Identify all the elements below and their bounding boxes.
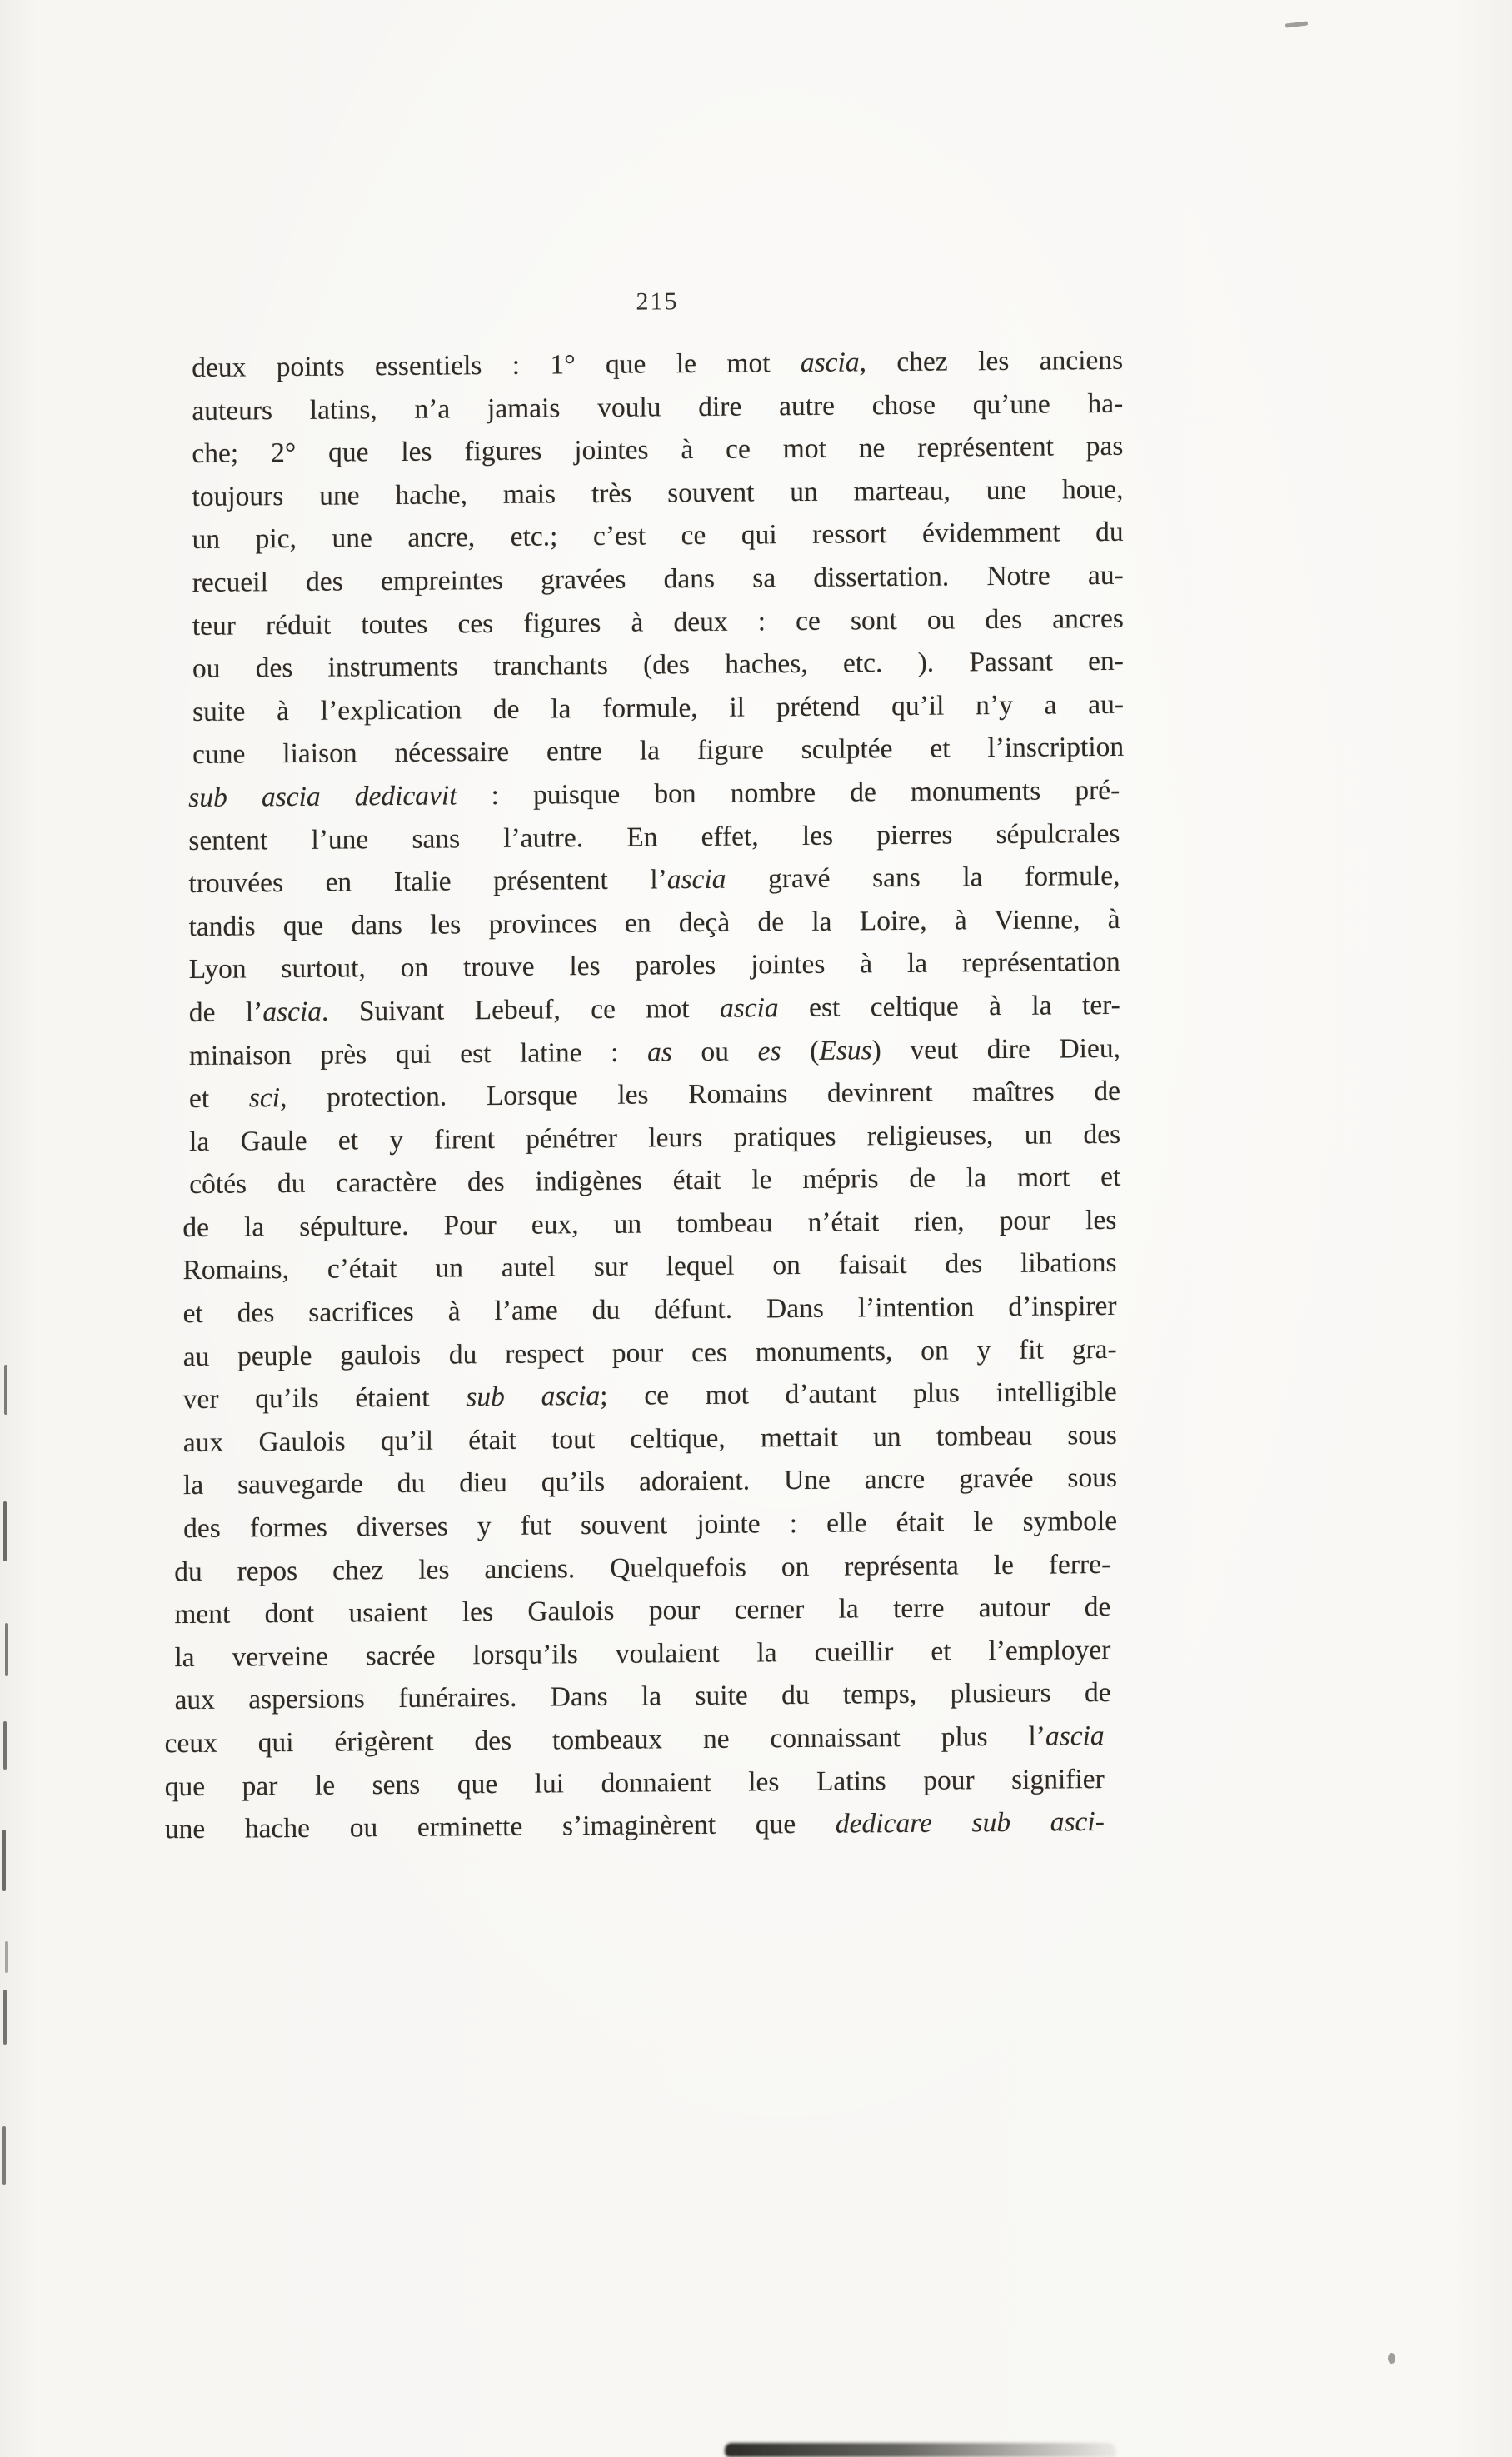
text-segment: ( [781,1035,820,1066]
text-segment: et des sacrifices à l’ame du défunt. Dans l’intention d’inspirer [182,1290,1117,1330]
text-segment: au peuple gaulois du respect pour ces monuments, on y fit gra- [182,1333,1117,1372]
text-segment-italic: ascia [719,992,779,1024]
text-segment: de la sépulture. Pour eux, un tombeau n’était rien, pour les [182,1204,1117,1243]
text-line [192,683,1124,734]
scan-mark-left-6 [5,1941,8,1973]
text-line [189,1026,1120,1077]
text-line [192,382,1123,432]
text-segment: : puisque bon nombre de monuments pré- [457,774,1120,812]
text-segment: ) veut dire Dieu, [871,1032,1120,1066]
text-segment-italic: as [647,1036,672,1068]
text-line [182,1241,1116,1292]
text-line [182,1199,1116,1250]
text-segment: sentent l’une sans l’autre. En effet, les pierres sépulcrales [188,817,1120,856]
scan-mark-left-2 [3,1501,7,1561]
text-segment: toujours une hache, mais très souvent un marteau, une houe, [192,473,1124,512]
text-segment: , protection. Lorsque les Romains devinrent maîtres de [280,1075,1121,1114]
text-line [183,1328,1117,1379]
text-segment: que par le sens que lui donnaient les Latins pour signifier [164,1763,1105,1802]
text-segment: ou des instruments tranchants (des haches, etc. ). Passant en- [192,645,1124,685]
text-line [165,1758,1105,1809]
scan-mark-bottom-right [1388,2353,1395,2364]
text-line [192,726,1124,777]
text-line [188,855,1120,906]
scan-mark-left-7 [3,1990,7,2045]
text-line [192,640,1124,691]
text-segment: de l’ [188,996,263,1028]
text-segment: trouvées en Italie présentent l’ [188,864,667,900]
text-line [192,511,1124,562]
text-line [189,1156,1120,1206]
text-segment: deux points essentiels : 1° que le mot [192,347,801,383]
text-segment: aux Gaulois qu’il était tout celtique, mettait un tombeau sous [182,1419,1117,1458]
text-segment-italic: ascia [666,863,726,896]
text-line [189,1113,1120,1164]
text-segment: Romains, c’était un autel sur lequel on faisait des libations [182,1247,1117,1286]
text-segment: ou [671,1035,758,1067]
text-segment: teur réduit toutes ces figures à deux : ce sont ou des ancres [192,602,1124,642]
page-text [164,339,1126,1851]
text-segment: ; ce mot d’autant plus intelligible [600,1376,1117,1412]
text-line [174,1543,1110,1594]
scan-mark-left-8 [2,2126,6,2185]
text-line [174,1629,1110,1680]
scan-mark-left-3 [5,1623,8,1676]
text-segment-italic: ascia, [800,347,867,379]
text-line [165,1800,1105,1851]
text-line [188,769,1120,820]
text-segment: recueil des empreintes gravées dans sa dissertation. Notre au- [192,559,1124,598]
text-line [189,984,1120,1035]
text-segment: est celtique à la ter- [778,989,1120,1024]
text-segment: la Gaule et y firent pénétrer leurs pratiques religieuses, un des [189,1118,1121,1157]
text-segment: des formes diverses y fut souvent jointe : elle était le symbole [183,1505,1118,1545]
text-line [183,1285,1117,1336]
text-line [183,1456,1117,1507]
text-segment: et [188,1082,249,1115]
text-line [165,1715,1105,1765]
text-segment: aux aspersions funéraires. Dans la suite du temps, plusieurs de [174,1677,1111,1716]
text-segment: une hache ou erminette s’imaginèrent que [164,1808,836,1845]
text-segment: la sauvegarde du dieu qu’ils adoraient. Une ancre gravée sous [182,1462,1118,1501]
text-segment: tandis que dans les provinces en deçà de la Loire, à Vienne, à [188,903,1120,942]
text-segment-italic: sci [248,1082,281,1114]
page-body [164,284,1126,1851]
text-segment-italic: ascia [1045,1720,1105,1752]
text-segment: la verveine sacrée lorsqu’ils voulaient la cueillir et l’employer [174,1634,1111,1673]
text-segment: cune liaison nécessaire entre la figure sculptée et l’inscription [192,732,1125,771]
text-segment: côtés du caractère des indigènes était le mépris de la mort et [189,1161,1121,1201]
text-segment: gravé sans la formule, [726,860,1120,895]
text-line [183,1500,1117,1551]
text-segment: Lyon surtout, on trouve les paroles jointes à la représentation [188,946,1120,986]
text-segment: che; 2° que les figures jointes à ce mot ne représentent pas [192,431,1124,470]
text-segment: ceux qui érigèrent des tombeaux ne connaissant plus l’ [164,1720,1045,1760]
text-segment: chez les anciens [866,344,1124,378]
text-segment-italic: ascia [262,996,322,1028]
text-line [189,941,1120,991]
scan-mark-top-right [1285,21,1308,27]
scan-mark-left-5 [2,1830,6,1891]
text-line [192,554,1124,605]
text-line [174,1671,1110,1722]
text-segment: ver qu’ils étaient [182,1381,467,1416]
text-line [183,1414,1117,1465]
text-line [192,339,1123,390]
text-line [174,1586,1110,1636]
scan-mark-left-1 [4,1365,7,1415]
text-segment: suite à l’explication de la formule, il prétend qu’il n’y a au- [192,688,1125,727]
text-line [192,425,1123,476]
text-segment: minaison près qui est latine : [188,1036,648,1071]
scan-edge-smudge [725,2443,1116,2457]
text-line [189,1070,1120,1121]
scan-mark-left-4 [3,1721,7,1770]
text-segment: du repos chez les anciens. Quelquefois on représenta le ferre- [174,1548,1111,1587]
text-segment: . Suivant Lebeuf, ce mot [321,992,720,1027]
text-line [192,597,1124,647]
text-line [188,812,1120,862]
text-line [183,1371,1117,1421]
text-segment: un pic, une ancre, etc.; c’est ce qui ressort évidemment du [192,517,1124,556]
text-segment: auteurs latins, n’a jamais voulu dire autre chose qu’une ha- [192,387,1124,427]
text-segment-italic: sub ascia [466,1381,601,1413]
text-line [192,468,1123,519]
page-number: 215 [636,287,679,316]
text-segment-italic: Esus [819,1034,872,1066]
text-segment: ment dont usaient les Gaulois pour cerner la terre autour de [174,1591,1111,1631]
text-segment-italic: es [757,1035,781,1066]
text-segment-italic: sub ascia dedicavit [188,780,457,813]
text-segment-italic: dedicare sub asci- [835,1806,1105,1840]
text-line [189,898,1120,949]
